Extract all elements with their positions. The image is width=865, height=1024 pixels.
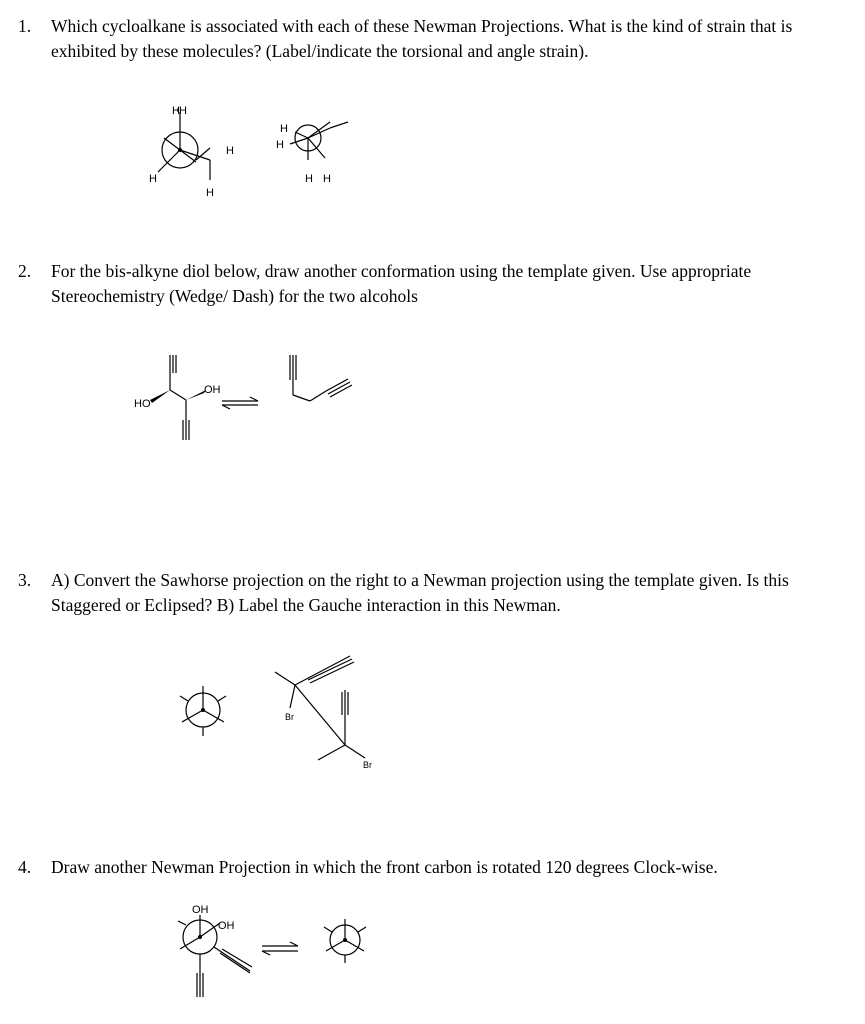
bond (290, 138, 308, 144)
bond (158, 150, 180, 172)
conformation-template (290, 355, 352, 401)
atom-label-h: H (149, 173, 157, 185)
question-1 (18, 14, 838, 64)
diol-structure (134, 355, 221, 440)
wedge-bond (186, 390, 206, 400)
question-number: 2. (18, 261, 32, 281)
wedge-bond (150, 390, 170, 403)
question-2 (18, 259, 838, 309)
bond (330, 122, 348, 128)
arrow (222, 405, 230, 409)
question-text: Draw another Newman Projection in which the front carbon is rotated 120 degrees Clock-wise. (51, 857, 718, 877)
question-number: 4. (18, 857, 32, 877)
bond (295, 685, 345, 745)
atom-label-br: Br (285, 712, 294, 722)
bond (182, 710, 203, 722)
arrow (250, 397, 258, 401)
atom-label-oh: OH (204, 384, 221, 396)
equilibrium-arrows (222, 397, 258, 409)
bond (180, 696, 188, 701)
bond (358, 927, 366, 932)
bond (275, 672, 295, 685)
atom-label-h: H (305, 173, 313, 185)
bond (203, 710, 224, 722)
sawhorse-projection (275, 656, 372, 770)
rotation-figure (160, 895, 390, 1005)
newman-template (180, 686, 226, 736)
bond (310, 391, 326, 401)
atom-label-br: Br (363, 760, 372, 770)
question-number: 1. (18, 16, 32, 36)
atom-label-h: H (323, 173, 331, 185)
bond (170, 390, 186, 400)
newman-projection-right (276, 122, 348, 185)
alkyne-bond (214, 947, 250, 971)
atom-label-oh: OH (192, 904, 209, 916)
newman-template (324, 919, 366, 963)
alkyne-bond (295, 656, 350, 685)
newman-projection-left (149, 105, 234, 199)
bond (178, 921, 186, 925)
bond (290, 685, 295, 708)
alkyne-bond (308, 659, 352, 680)
question-text: A) Convert the Sawhorse projection on the right to a Newman projection using the template given. Is this Staggered or Eclipsed? B) Label the Gauche interaction in this Newman. (51, 570, 789, 615)
bond (308, 138, 325, 158)
question-number: 3. (18, 570, 32, 590)
atom-label-oh: OH (218, 920, 235, 932)
bond (326, 940, 345, 951)
bond (345, 745, 365, 758)
atom-label-h: H (276, 139, 284, 151)
bond (218, 696, 226, 701)
bond (318, 745, 345, 760)
newman-projections-figure-1 (130, 100, 370, 200)
equilibrium-arrows (262, 942, 298, 955)
bond (345, 940, 364, 951)
bis-alkyne-diol-figure (130, 345, 370, 455)
question-text: Which cycloalkane is associated with each of these Newman Projections. What is the kind of strain that is exhibited by these molecules? (Label/indicate the torsional and angle strain). (51, 16, 793, 61)
atom-label-h: H (226, 145, 234, 157)
question-3 (18, 568, 838, 618)
atom-label-ho: HO (134, 398, 151, 410)
atom-label-h: H (172, 105, 180, 117)
question-4 (18, 855, 838, 880)
question-text: For the bis-alkyne diol below, draw another conformation using the template given. Use appropriate Stereochemistry (Wedge/ Dash) for the two alcohols (51, 261, 752, 306)
bond (295, 132, 308, 138)
bond (324, 927, 332, 932)
bond (293, 395, 310, 401)
atom-label-h: H (179, 105, 187, 117)
atom-label-h: H (280, 123, 288, 135)
newman-projection-given (178, 904, 252, 997)
sawhorse-figure (160, 650, 390, 780)
atom-label-h: H (206, 187, 214, 199)
